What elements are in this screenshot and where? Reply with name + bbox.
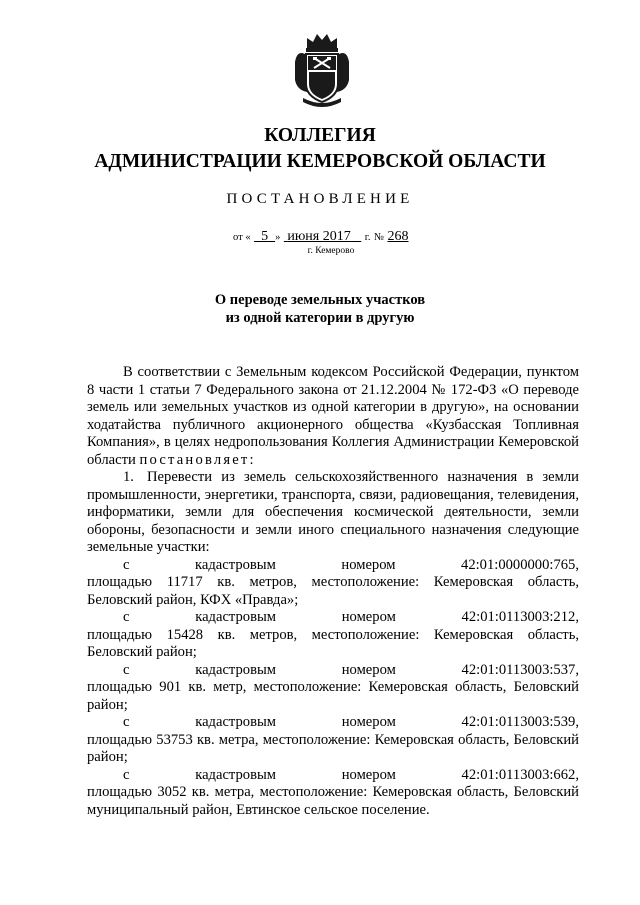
parcel-cadastral-number: 42:01:0113003:537, [461,661,579,678]
year-suffix: г. [364,232,371,243]
parcel-word-with: с [123,661,130,678]
document-type: ПОСТАНОВЛЕНИЕ [226,191,414,207]
parcel-cadastral-number: 42:01:0113003:539, [461,714,579,730]
parcel-list [87,557,579,820]
document-body [87,364,579,819]
document-title [0,291,640,327]
item-1-text: Перевести из земель сельскохозяйственного назначения в земли промышленности, энергетики, транспорта, связи, радиовещания, телевидения, информатики, земли для обеспечения космической деятельности, земли обороны, безопасности и земли иного специального назначения следующие земельные участки: [87,469,579,555]
decree-verb: постановляет: [139,451,256,468]
parcel-cadastral-line [87,557,579,575]
city: г. Кемерово [307,246,355,256]
parcel-word-with: с [123,609,130,625]
collegium-heading: КОЛЛЕГИЯ [264,125,376,146]
parcel-word-cadastral: кадастровым [195,714,277,730]
parcel-description: площадью 53753 кв. метра, местоположение: Кемеровская область, Беловский район; [87,731,579,765]
title-line-1: О переводе земельных участков [214,292,426,308]
intro-paragraph: В соответствии с Земельным кодексом Российской Федерации, пунктом 8 части 1 статьи 7 Федерального закона от 21.12.2004 № 172-ФЗ «О переводе земель или земельных участков из одной категории в другую», на основании ходатайства публичного акционерного общества «Кузбасская Топливная Компания», в целях недропользования Коллегия Администрации Кемеровской области постановляет: [87,364,579,468]
number-label: № [373,232,384,243]
parcel-description: площадью 901 кв. метр, местоположение: Кемеровская область, Беловский район; [87,679,579,713]
parcel-word-with: с [123,766,130,783]
item-1 [87,469,579,557]
parcel-description: площадью 15428 кв. метров, местоположение: Кемеровская область, Беловский район; [87,626,579,660]
parcel-cadastral-number: 42:01:0113003:212, [461,609,579,625]
parcel-cadastral-number: 42:01:0113003:662, [461,766,579,783]
parcel-word-cadastral: кадастровым [195,609,277,625]
parcel-word-cadastral: кадастровым [195,556,276,573]
administration-heading: АДМИНИСТРАЦИИ КЕМЕРОВСКОЙ ОБЛАСТИ [94,151,546,172]
parcel-cadastral-line [87,662,579,680]
parcel-cadastral-number: 42:01:0000000:765, [461,556,579,573]
parcel-word-number: номером [341,609,396,625]
parcel-word-cadastral: кадастровым [195,661,277,678]
parcel-description: площадью 11717 кв. метров, местоположение: Кемеровская область, Беловский район, КФХ «Правда»; [87,574,579,608]
parcel-cadastral-line [87,714,579,732]
kemerovo-coat-of-arms-icon [293,32,351,112]
parcel-word-number: номером [341,661,396,678]
parcel-description: площадью 3052 кв. метра, местоположение: Кемеровская область, Беловский муниципальный район, Евтинское сельское поселение. [87,784,579,818]
date-mid: » [275,232,281,243]
parcel-word-with: с [123,556,130,573]
parcel-cadastral-line [87,609,579,627]
item-1-number: 1. [123,469,134,485]
parcel-word-cadastral: кадастровым [195,766,277,783]
parcel-word-with: с [123,714,130,730]
title-line-2: из одной категории в другую [225,310,415,326]
parcel-word-number: номером [341,714,396,730]
document-number: 268 [387,229,409,244]
date-day: 5 [261,229,269,244]
date-prefix: от « [233,232,251,243]
parcel-cadastral-line [87,767,579,785]
date-month-year: июня 2017 [287,229,351,244]
parcel-word-number: номером [341,766,396,783]
parcel-word-number: номером [341,556,396,573]
